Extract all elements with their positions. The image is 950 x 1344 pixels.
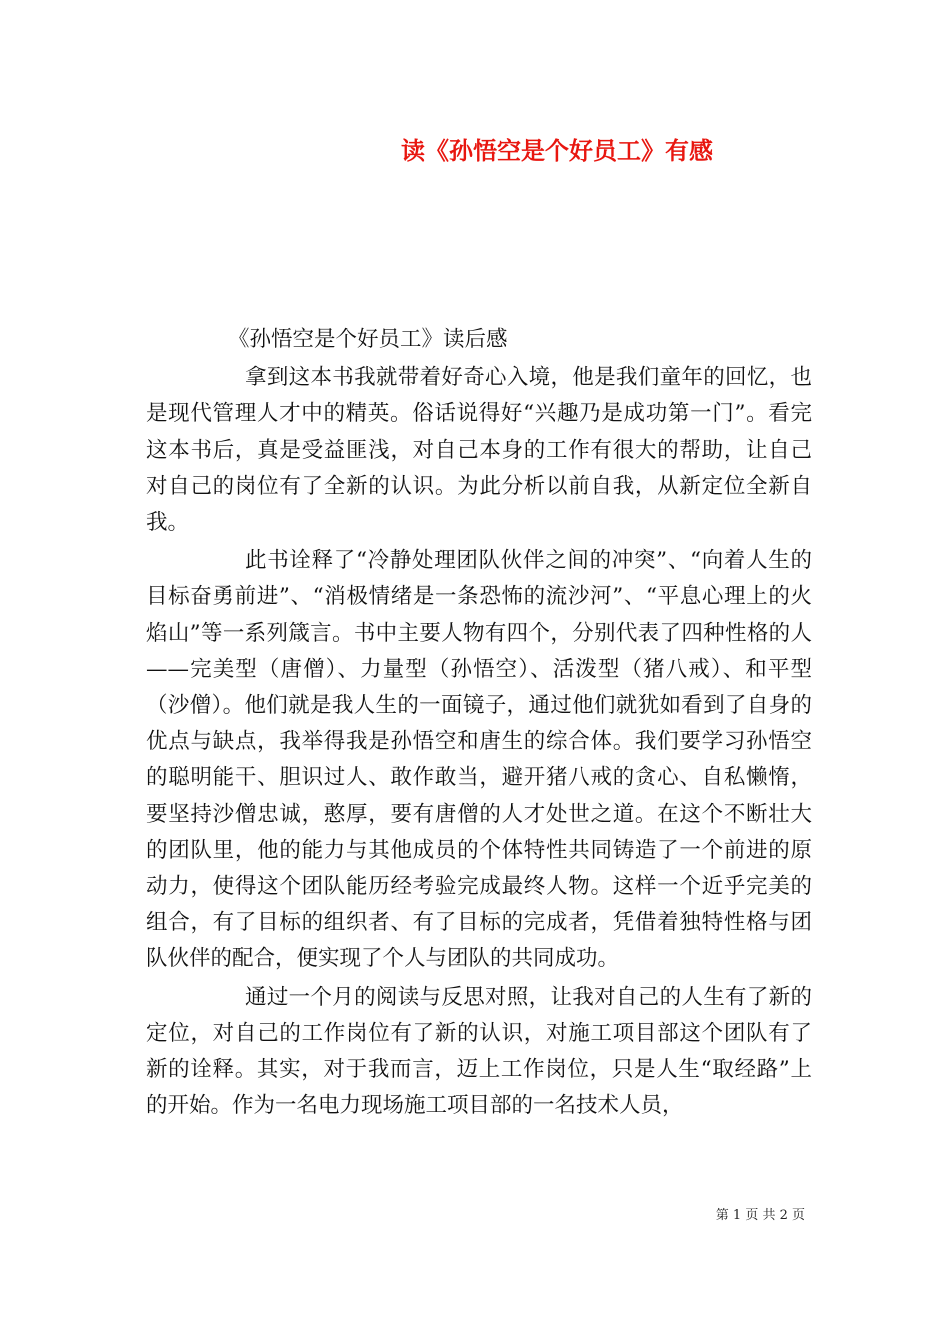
paragraph-2: 此书诠释了“冷静处理团队伙伴之间的冲突”、“向着人生的目标奋勇前进”、“消极情绪是一条恐怖的流沙河”、“平息心理上的火焰山”等一系列箴言。书中主要人物有四个，分别代表了四种性格的人——完美型（唐僧）、力量型（孙悟空）、活泼型（猪八戒）、和平型（沙僧）。他们就是我人生的一面镜子，通过他们就犹如看到了自身的优点与缺点，我举得我是孙悟空和唐生的综合体。我们要学习孙悟空的聪明能干、胆识过人、敢作敢当，避开猪八戒的贪心、自私懒惰，要坚持沙僧忠诚，憨厚，要有唐僧的人才处世之道。在这个不断壮大的团队里，他的能力与其他成员的个体特性共同铸造了一个前进的原动力，使得这个团队能历经考验完成最终人物。这样一个近乎完美的组合，有了目标的组织者、有了目标的完成者，凭借着独特性格与团队伙伴的配合，便实现了个人与团队的共同成功。 [146, 548, 812, 972]
page-footer: 第 1 页 共 2 页 [715, 1208, 805, 1223]
document-title: 读《孙悟空是个好员工》有感 [401, 136, 713, 165]
paragraph-subtitle: 《孙悟空是个好员工》读后感 [228, 327, 508, 352]
paragraph-1: 拿到这本书我就带着好奇心入境，他是我们童年的回忆，也是现代管理人才中的精英。俗话说得好“兴趣乃是成功第一门”。看完这本书后，真是受益匪浅，对自己本身的工作有很大的帮助，让自己对自己的岗位有了全新的认识。为此分析以前自我，从新定位全新自我。 [146, 365, 812, 536]
document-body [146, 322, 812, 1124]
paragraph-3: 通过一个月的阅读与反思对照，让我对自己的人生有了新的定位，对自己的工作岗位有了新的认识，对施工项目部这个团队有了新的诠释。其实，对于我而言，迈上工作岗位，只是人生“取经路”上的开始。作为一名电力现场施工项目部的一名技术人员， [146, 984, 812, 1119]
